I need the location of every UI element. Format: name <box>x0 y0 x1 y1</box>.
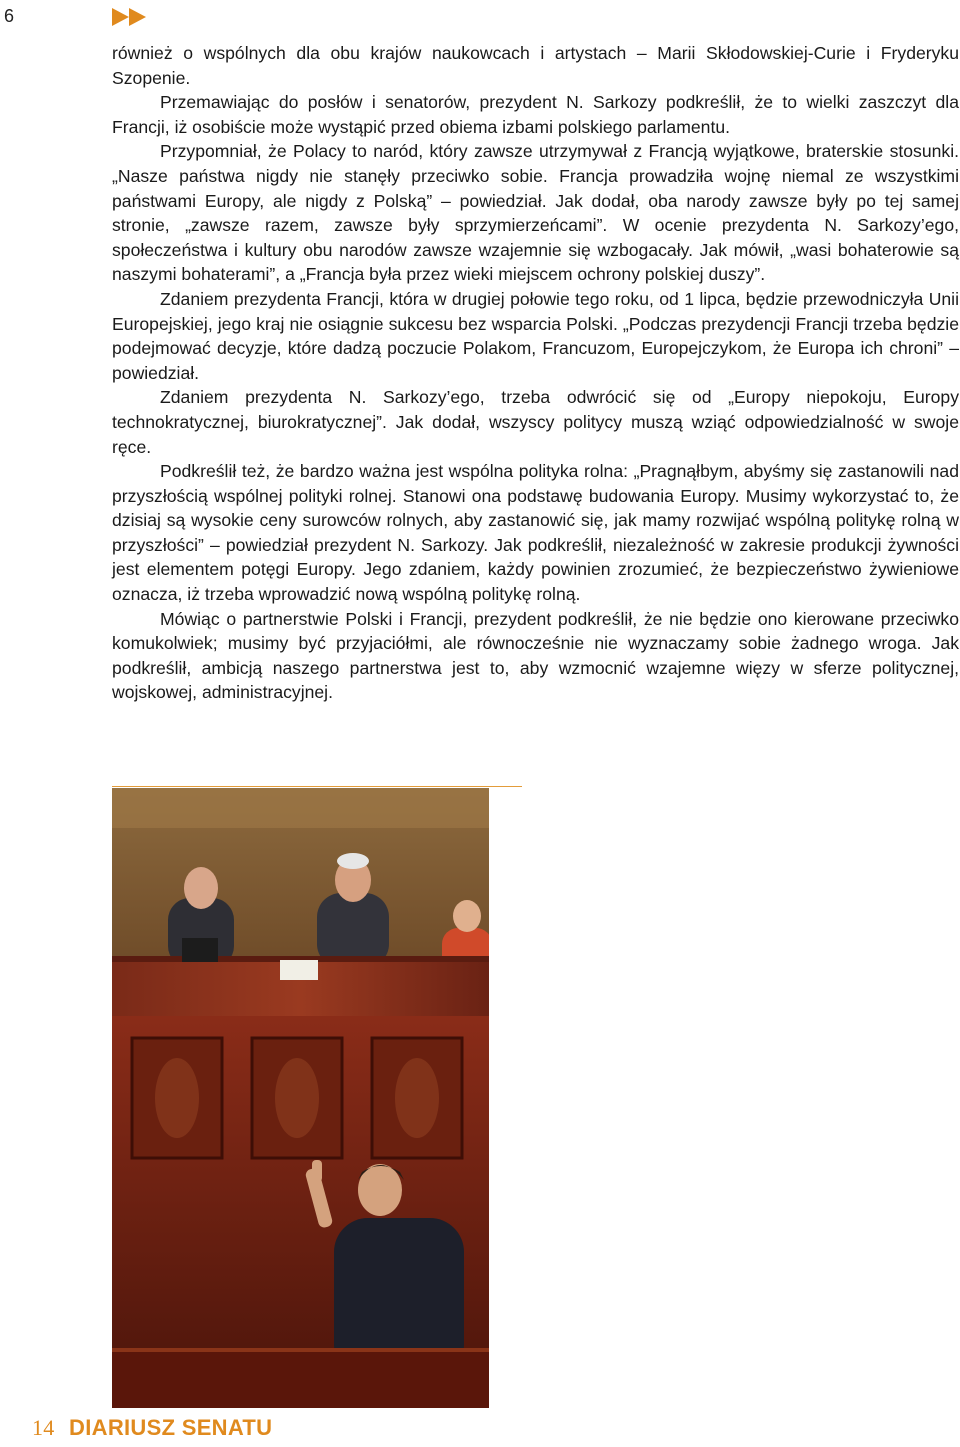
double-arrow-right-icon <box>112 8 148 26</box>
article-paragraph: Podkreślił też, że bardzo ważna jest wspólna polityka rolna: „Pragnąłbym, abyśmy się zastanowili nad przyszłością wspólnej polityki rolnej. Stanowi ona podstawę budowania Europy. Musimy wykorzystać to, że dzisiaj są wysokie ceny surowców rolnych, aby zastanowić się, jak mamy rozwijać wspólną politykę rolną w przyszłości” – powiedział prezydent N. Sarkozy. Jak podkreślił, niezależność w zakresie produkcji żywności jest elementem potęgi Europy. Jego zdaniem, każdy powinien zrozumieć, że bezpieczeństwo żywieniowe oznacza, iż trzeba wprowadzić nową wspólną politykę rolną. <box>112 461 959 605</box>
article-paragraph: Zdaniem prezydenta N. Sarkozy’ego, trzeba odwrócić się od „Europy niepokoju, Europy technokratycznej, biurokratycznej”. Jak dodał, wszyscy politycy muszą wziąć odpowiedzialność w swoje ręce. <box>112 387 959 457</box>
senate-session-photo <box>112 788 489 1408</box>
article-paragraph: również o wspólnych dla obu krajów naukowcach i artystach – Marii Skłodowskiej-Curie i Fryderyku Szopenie. <box>112 43 959 88</box>
issue-number: 14 <box>32 1415 55 1440</box>
photo-frame <box>112 786 522 1410</box>
photo-top-rule <box>112 786 522 787</box>
footer <box>32 1415 272 1441</box>
article-paragraph: Przypomniał, że Polacy to naród, który zawsze utrzymywał z Francją wyjątkowe, braterskie stosunki. „Nasze państwa nigdy nie stanęły przeciwko sobie. Francja prowadziła wojnę niemal ze wszystkimi państwami Europy, ale nigdy z Polską” – powiedział. Jak dodał, oba narody zawsze były po tej samej stronie, „zawsze razem, zawsze były sprzymierzeńcami”. W ocenie prezydenta N. Sarkozy’ego, społeczeństwa i kultury obu narodów zawsze wzajemnie się wzbogacały. Jak mówił, „wasi bohaterowie są naszymi bohaterami”, a „Francja była przez wieki miejscem ochrony polskiej duszy”. <box>112 141 959 285</box>
article-body <box>112 41 959 705</box>
article-paragraph: Mówiąc o partnerstwie Polski i Francji, prezydent podkreślił, że nie będzie ono kierowane przeciwko komukolwiek; musimy być przyjaciółmi, ale równocześnie nie wyznaczamy sobie żadnego wroga. Jak podkreślił, ambicją naszego partnerstwa jest to, aby wzmocnić wzajemne więzy w sferze politycznej, wojskowej, administracyjnej. <box>112 608 959 703</box>
article-paragraph: Zdaniem prezydenta Francji, która w drugiej połowie tego roku, od 1 lipca, będzie przewodniczyła Unii Europejskiej, jego kraj nie osiągnie sukcesu bez wsparcia Polski. „Podczas prezydencji Francji trzeba będzie podejmować decyzje, które dadzą poczucie Polakom, Francuzom, Europejczykom, że Europa ich chroni” – powiedział. <box>112 288 959 383</box>
article-paragraph: Przemawiając do posłów i senatorów, prezydent N. Sarkozy podkreślił, że to wielki zaszczyt dla Francji, iż osobiście może wystąpić przed obiema izbami polskiego parlamentu. <box>112 92 959 137</box>
publication-title: DIARIUSZ SENATU <box>69 1415 273 1440</box>
page-number: 6 <box>4 6 15 26</box>
